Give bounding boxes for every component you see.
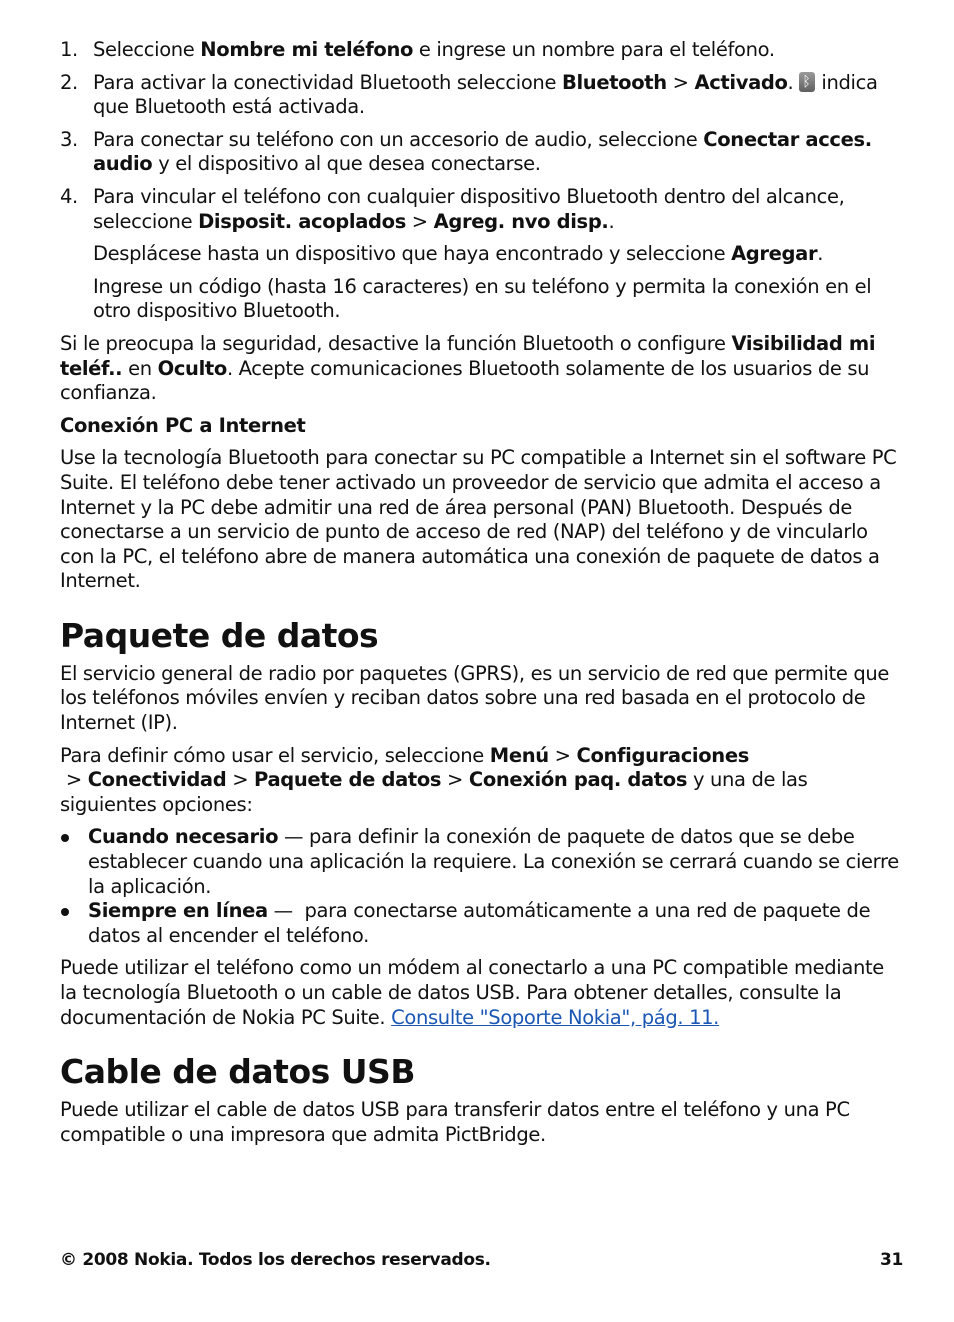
step-text: y el dispositivo al que desea conectarse. <box>152 152 541 176</box>
step-1 <box>60 38 906 63</box>
step-text: Seleccione <box>93 38 201 61</box>
bullet-icon <box>61 834 69 842</box>
step-text: Desplácese hasta un dispositivo que haya encontrado y seleccione <box>93 242 732 266</box>
step-3 <box>60 128 906 177</box>
path-separator: > <box>60 768 88 792</box>
body-text: Para definir cómo usar el servicio, seleccione <box>60 743 490 767</box>
body-text: y una de las siguientes opciones: <box>60 768 808 816</box>
step-4-code: Ingrese un código (hasta 16 caracteres) en su teléfono y permita la conexión en el otro dispositivo Bluetooth. <box>93 274 872 323</box>
body-text: . Acepte comunicaciones Bluetooth solamente de los usuarios de su confianza. <box>60 356 870 405</box>
option-text: para conectarse automáticamente a una red de paquete de datos al encender el teléfono. <box>88 899 871 947</box>
option-item <box>60 899 906 948</box>
document-page <box>60 38 906 1147</box>
step-2 <box>60 71 906 120</box>
step-text: . <box>608 209 615 233</box>
step-4 <box>60 185 906 324</box>
menu-option: Disposit. acoplados <box>198 209 406 233</box>
option-text: para definir la conexión de paquete de datos que se debe establecer cuando una aplicación la requiere. La conexión se cerrará cuando se cierre la aplicación. <box>88 825 899 898</box>
menu-option: Agreg. nvo disp. <box>433 209 609 233</box>
menu-option: Agregar <box>731 242 818 266</box>
option-label: Cuando necesario <box>88 825 279 849</box>
section-heading: Cable de datos USB <box>60 1052 415 1092</box>
step-number: 3. <box>60 127 78 151</box>
body-text: Puede utilizar el teléfono como un módem al conectarlo a una PC compatible mediante la tecnología Bluetooth o un cable de datos USB. Para obtener detalles, consulte la documentación de Nokia PC Suite. <box>60 956 884 1029</box>
step-text: . <box>787 70 794 94</box>
step-number: 1. <box>60 38 78 61</box>
body-text: Si le preocupa la seguridad, desactive la función Bluetooth o configure <box>60 331 732 355</box>
step-text: indica que Bluetooth está activada. <box>93 70 878 119</box>
security-paragraph <box>60 332 906 406</box>
dash: — <box>267 899 299 923</box>
bullet-icon <box>61 908 69 916</box>
step-number: 4. <box>60 184 78 208</box>
menu-option: Oculto <box>157 356 227 380</box>
menu-option: Activado <box>694 70 788 94</box>
pc-internet-paragraph: Use la tecnología Bluetooth para conectar su PC compatible a Internet sin el software PC Suite. El teléfono debe tener activado un proveedor de servicio que admita el acceso a Internet y la PC debe admitir una red de área personal (PAN) Bluetooth. Después de conectarse a un servicio de punto de acceso de red (NAP) del teléfono y de vincularlo con la PC, el teléfono abre de manera automática una conexión de paquete de datos a Internet. <box>60 446 897 593</box>
path-separator: > <box>405 209 434 233</box>
step-text: . <box>817 242 824 266</box>
section-subheading: Conexión PC a Internet <box>60 413 306 437</box>
body-text: en <box>122 356 158 380</box>
page-number: 31 <box>879 1250 903 1270</box>
path-separator: > <box>441 768 469 792</box>
copyright: © 2008 Nokia. Todos los derechos reservados. <box>60 1250 491 1270</box>
options-list <box>60 825 906 948</box>
menu-option: Menú <box>489 743 549 767</box>
menu-option: Nombre mi teléfono <box>200 38 414 61</box>
step-4-detail <box>93 242 906 267</box>
menu-option: Configuraciones <box>576 743 749 767</box>
path-separator: > <box>666 70 695 94</box>
step-text: Para vincular el teléfono con cualquier dispositivo Bluetooth dentro del alcance, seleccione <box>93 184 845 233</box>
menu-option: Conectividad <box>87 768 227 792</box>
step-number: 2. <box>60 70 78 94</box>
modem-paragraph <box>60 956 906 1030</box>
dash: — <box>278 825 309 849</box>
menu-option: Conexión paq. datos <box>468 768 688 792</box>
menu-option: Paquete de datos <box>254 768 442 792</box>
bluetooth-active-icon <box>799 72 815 92</box>
packet-path-paragraph <box>60 744 906 818</box>
steps-list <box>60 38 906 324</box>
menu-option: Bluetooth <box>561 70 667 94</box>
step-text: Para conectar su teléfono con un accesorio de audio, seleccione <box>93 127 704 151</box>
support-link[interactable]: Consulte "Soporte Nokia", pág. 11. <box>391 1005 720 1029</box>
menu-option: Visibilidad mi teléf.. <box>60 331 876 380</box>
menu-option: Conectar acces. audio <box>93 127 872 176</box>
path-separator: > <box>548 743 577 767</box>
option-item <box>60 825 906 899</box>
step-text: Para activar la conectividad Bluetooth seleccione <box>93 70 562 94</box>
usb-paragraph: Puede utilizar el cable de datos USB para transferir datos entre el teléfono y una PC compatible o una impresora que admita PictBridge. <box>60 1098 850 1146</box>
path-separator: > <box>226 768 255 792</box>
section-heading: Paquete de datos <box>60 615 379 655</box>
packet-intro: El servicio general de radio por paquetes (GPRS), es un servicio de red que permite que los teléfonos móviles envíen y reciban datos sobre una red basada en el protocolo de Internet (IP). <box>60 661 890 735</box>
step-text: e ingrese un nombre para el teléfono. <box>413 38 775 61</box>
option-label: Siempre en línea <box>88 899 268 923</box>
page-footer <box>60 1250 903 1270</box>
